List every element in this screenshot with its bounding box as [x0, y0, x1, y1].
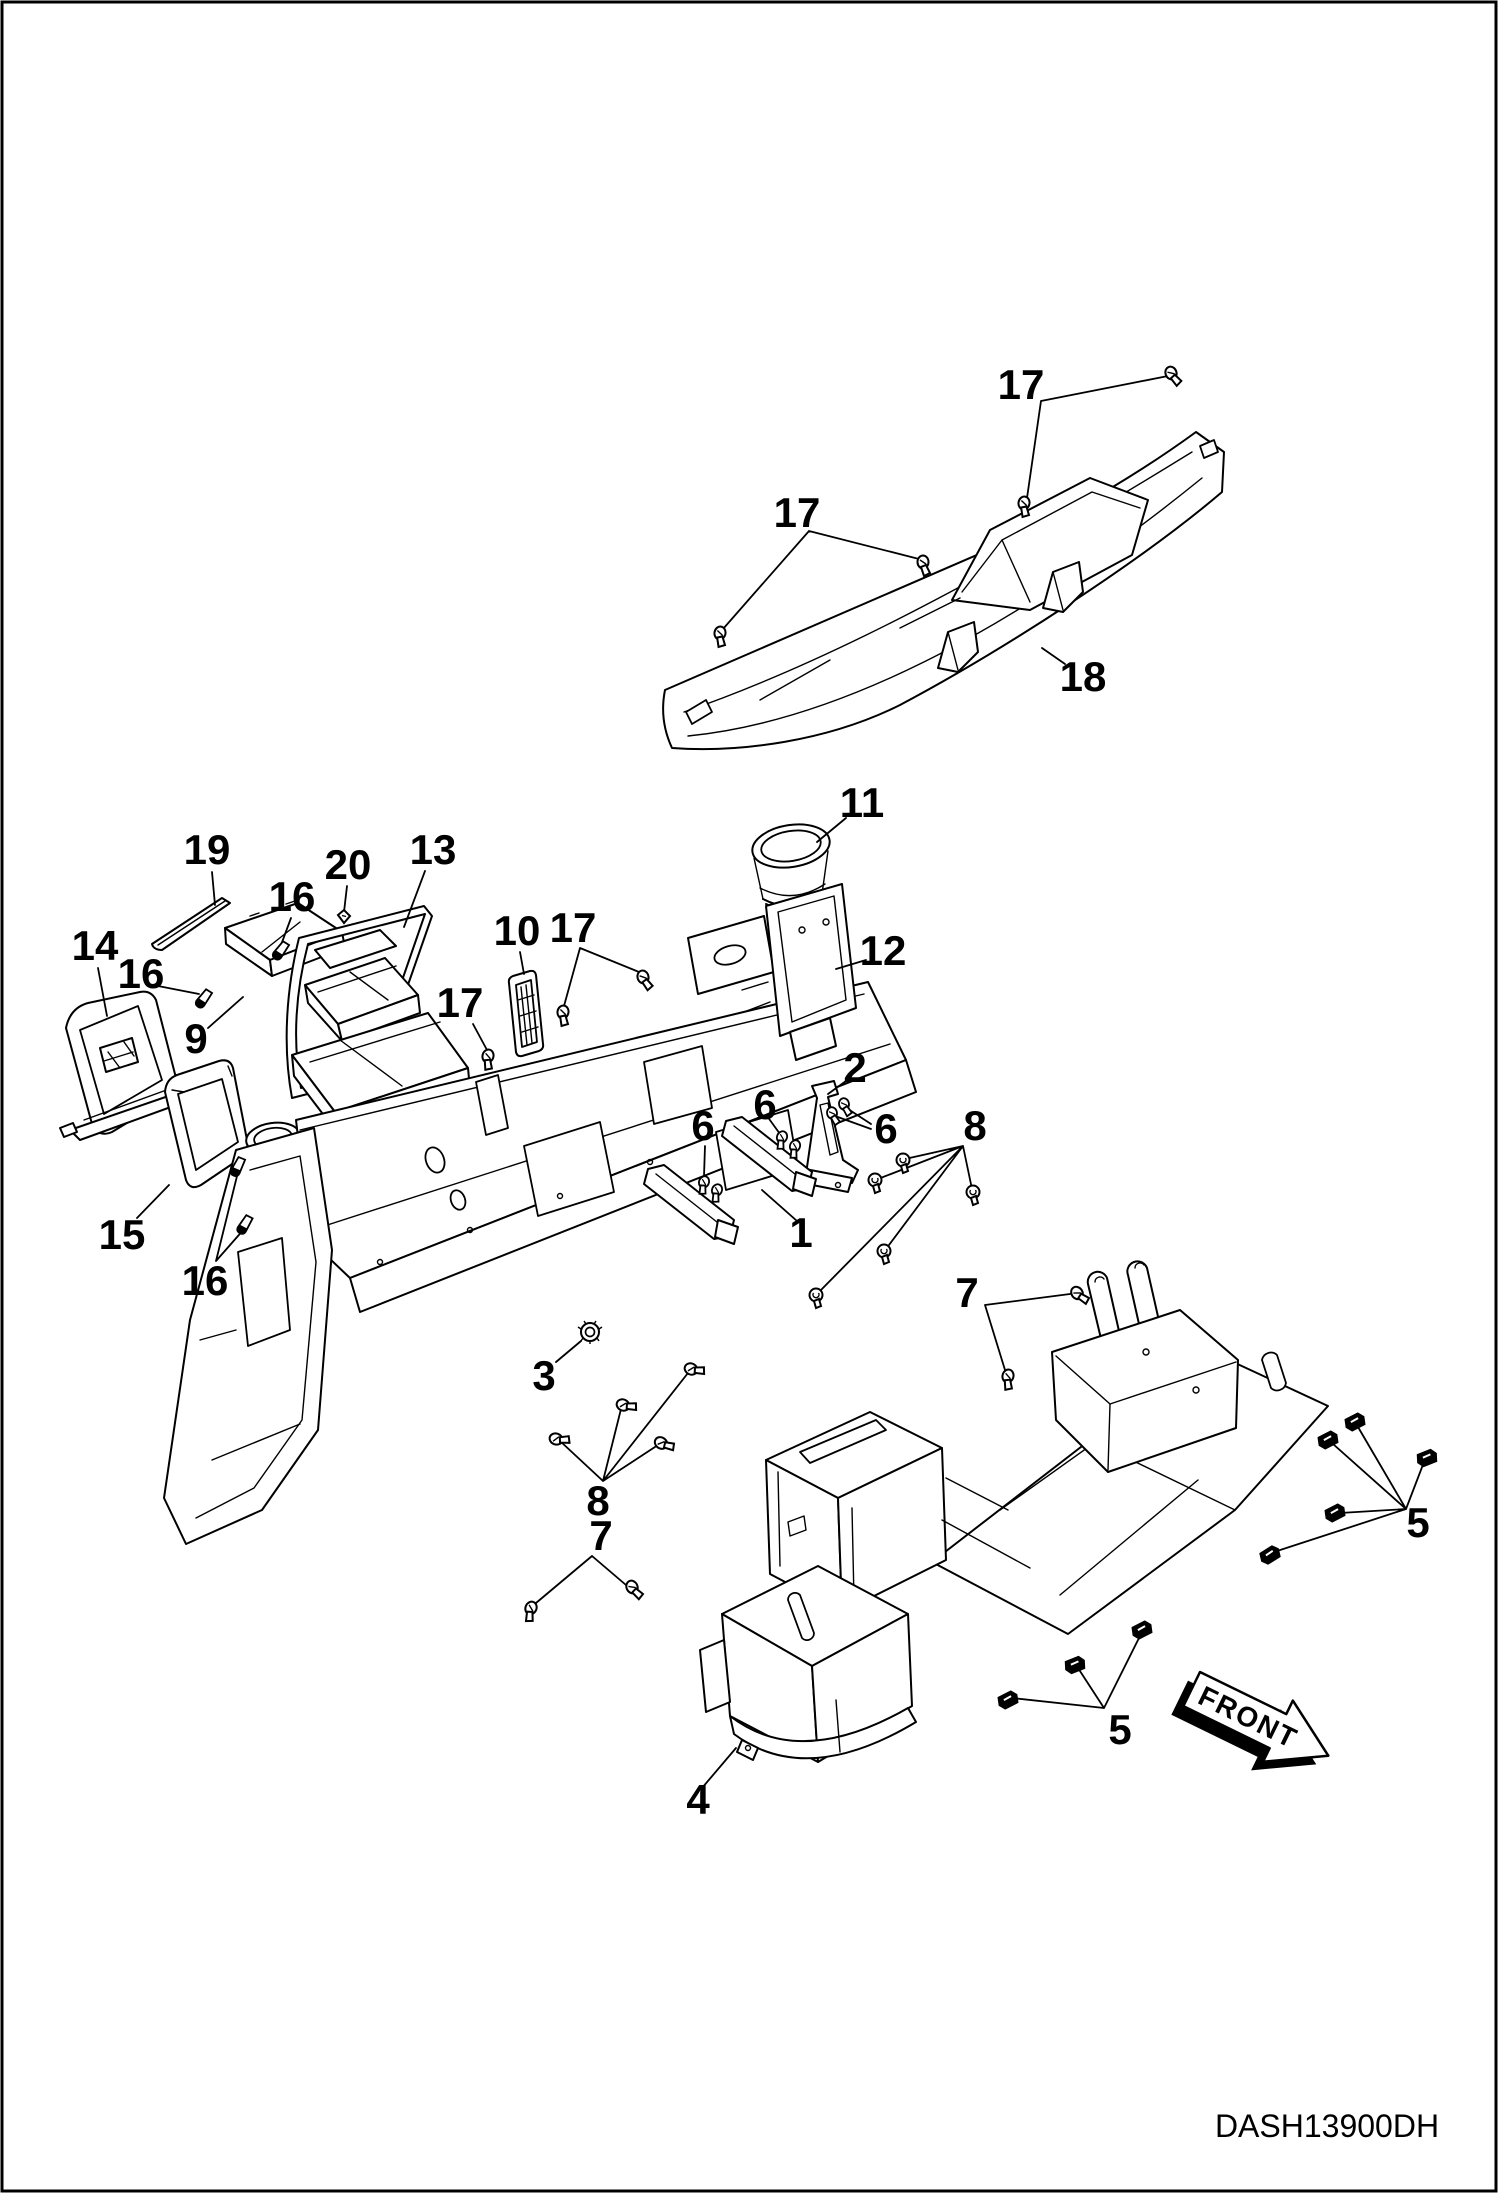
callout-6: 6 — [874, 1105, 898, 1152]
callout-15: 15 — [98, 1211, 146, 1258]
callout-14: 14 — [71, 922, 119, 969]
callout-16: 16 — [181, 1257, 229, 1304]
callout-3: 3 — [532, 1352, 556, 1399]
callout-7: 7 — [589, 1512, 613, 1559]
callout-4: 4 — [686, 1776, 710, 1823]
callout-6: 6 — [753, 1081, 777, 1128]
front-arrow-label: FRONT — [1193, 1679, 1303, 1755]
callout-17: 17 — [997, 361, 1045, 408]
callout-8: 8 — [586, 1477, 610, 1524]
callout-20: 20 — [324, 841, 372, 888]
callout-5: 5 — [1406, 1499, 1430, 1546]
callout-5: 5 — [1108, 1706, 1132, 1753]
callout-12: 12 — [859, 927, 907, 974]
callout-8: 8 — [963, 1102, 987, 1149]
callout-17: 17 — [549, 904, 597, 951]
callout-13: 13 — [409, 826, 457, 873]
callout-17: 17 — [773, 489, 821, 536]
callout-16: 16 — [268, 873, 316, 920]
callout-7: 7 — [955, 1269, 979, 1316]
callout-6: 6 — [691, 1102, 715, 1149]
callout-9: 9 — [184, 1015, 208, 1062]
callout-11: 11 — [839, 779, 885, 826]
callout-18: 18 — [1059, 653, 1107, 700]
callout-17: 17 — [436, 979, 484, 1026]
callout-16: 16 — [117, 950, 165, 997]
figure-code: DASH13900DH — [1214, 2108, 1440, 2144]
callout-2: 2 — [843, 1044, 867, 1091]
callout-19: 19 — [183, 826, 231, 873]
callout-1: 1 — [789, 1209, 813, 1256]
callout-10: 10 — [493, 907, 541, 954]
